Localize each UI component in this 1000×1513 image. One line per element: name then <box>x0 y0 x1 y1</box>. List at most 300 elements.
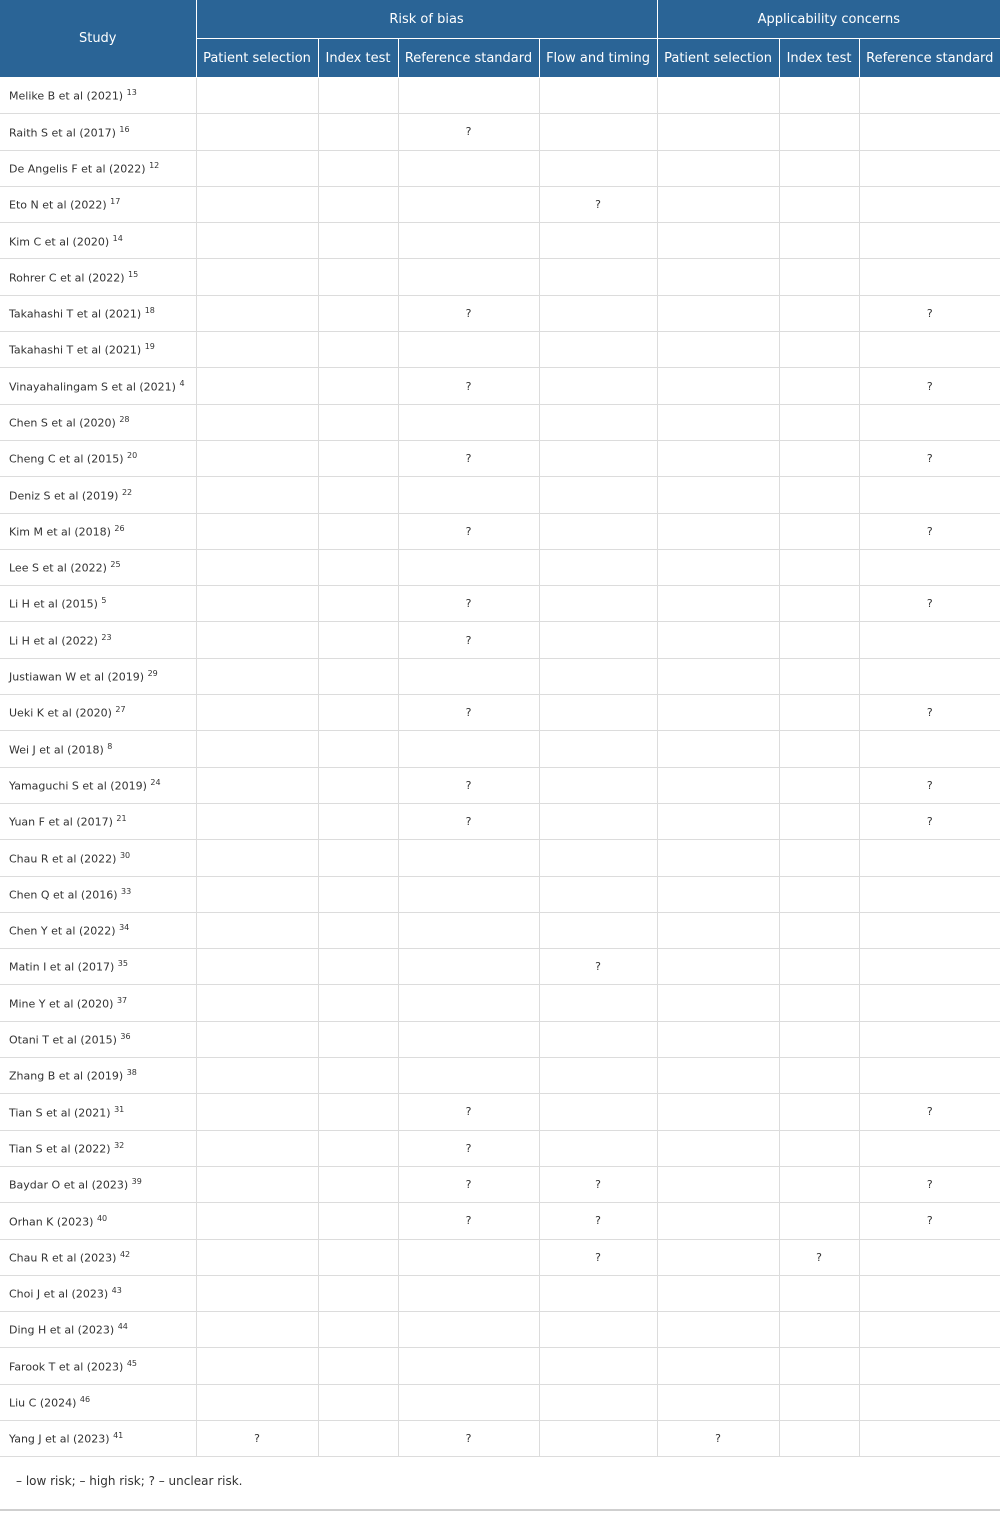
study-label: Vinayahalingam S et al (2021) <box>9 380 180 394</box>
table-row <box>0 876 1000 912</box>
study-name <box>0 876 196 912</box>
study-name <box>0 731 196 767</box>
study-label: Mine Y et al (2020) <box>9 997 117 1011</box>
rating-cell <box>539 731 657 767</box>
study-name <box>0 803 196 839</box>
rating-cell <box>859 731 1000 767</box>
rating-cell <box>318 186 398 222</box>
unclear-risk-icon: ? <box>715 1432 721 1446</box>
rating-cell <box>657 1021 779 1057</box>
rating-cell <box>657 513 779 549</box>
rating-cell <box>859 368 1000 404</box>
rating-cell <box>539 985 657 1021</box>
reference-number: 29 <box>147 669 158 679</box>
rating-cell <box>196 477 318 513</box>
rating-cell <box>318 78 398 114</box>
rating-cell <box>398 1021 539 1057</box>
rating-cell <box>539 1384 657 1420</box>
rating-cell <box>657 1239 779 1275</box>
study-label: Justiawan W et al (2019) <box>9 670 148 684</box>
rating-cell <box>657 186 779 222</box>
rating-cell <box>859 150 1000 186</box>
table-row <box>0 477 1000 513</box>
rating-cell <box>657 150 779 186</box>
rating-cell <box>779 985 859 1021</box>
applicability-header: Applicability concerns <box>657 0 1000 39</box>
rating-cell <box>398 695 539 731</box>
rating-cell <box>779 912 859 948</box>
rating-cell <box>779 949 859 985</box>
reference-number: 17 <box>110 197 121 207</box>
rating-cell <box>779 622 859 658</box>
rating-cell <box>859 332 1000 368</box>
rating-cell <box>779 1312 859 1348</box>
reference-number: 30 <box>119 850 131 860</box>
rating-cell <box>779 404 859 440</box>
rating-cell <box>657 1275 779 1311</box>
rating-cell <box>196 513 318 549</box>
study-name <box>0 1275 196 1311</box>
rating-cell <box>859 404 1000 440</box>
study-name <box>0 840 196 876</box>
table-row <box>0 1203 1000 1239</box>
unclear-risk-icon: ? <box>595 198 601 212</box>
rating-cell <box>859 1312 1000 1348</box>
rating-cell <box>657 1384 779 1420</box>
study-label: Matin I et al (2017) <box>9 961 118 975</box>
reference-number: 23 <box>101 632 112 642</box>
study-name <box>0 1058 196 1094</box>
rating-cell <box>779 1166 859 1202</box>
table-row <box>0 513 1000 549</box>
table-body <box>0 78 1000 1457</box>
study-label: Li H et al (2022) <box>9 634 102 648</box>
reference-number: 39 <box>131 1177 142 1187</box>
rating-cell <box>398 114 539 150</box>
study-name <box>0 1239 196 1275</box>
rating-cell <box>196 223 318 259</box>
study-name <box>0 404 196 440</box>
unclear-risk-icon: ? <box>465 125 472 139</box>
rating-cell <box>398 477 539 513</box>
rating-cell <box>779 223 859 259</box>
rating-cell <box>779 1094 859 1130</box>
col-patient-selection: Patient selection <box>196 39 318 78</box>
col-app-reference-standard: Reference standard <box>859 39 1000 78</box>
study-label: Chen S et al (2020) <box>9 416 120 430</box>
col-index-test: Index test <box>318 39 398 78</box>
rating-cell <box>196 658 318 694</box>
table-row <box>0 295 1000 331</box>
reference-number: 44 <box>117 1322 128 1332</box>
rating-cell <box>657 1166 779 1202</box>
rating-cell <box>196 1348 318 1384</box>
study-label: Ueki K et al (2020) <box>9 707 116 721</box>
unclear-risk-icon: ? <box>465 524 472 538</box>
table-row <box>0 549 1000 585</box>
rating-cell <box>398 912 539 948</box>
table-row <box>0 803 1000 839</box>
rating-cell <box>398 295 539 331</box>
rating-cell <box>657 114 779 150</box>
table-row <box>0 1058 1000 1094</box>
col-app-index-test: Index test <box>779 39 859 78</box>
rating-cell <box>318 1130 398 1166</box>
study-name <box>0 1021 196 1057</box>
rating-cell <box>196 1021 318 1057</box>
rating-cell <box>196 767 318 803</box>
rating-cell <box>539 404 657 440</box>
rating-cell <box>398 223 539 259</box>
reference-number: 43 <box>111 1286 122 1296</box>
table-footnote: – low risk; – high risk; ? – unclear risk. <box>16 1474 243 1489</box>
reference-number: 42 <box>119 1249 131 1259</box>
rating-cell <box>318 658 398 694</box>
rating-cell <box>779 368 859 404</box>
study-name <box>0 1384 196 1420</box>
study-name <box>0 513 196 549</box>
rating-cell <box>657 1420 779 1456</box>
unclear-risk-icon: ? <box>465 1178 472 1192</box>
rating-cell <box>859 295 1000 331</box>
rating-cell <box>196 912 318 948</box>
reference-number: 36 <box>120 1032 131 1042</box>
rating-cell <box>318 440 398 476</box>
study-label: Melike B et al (2021) <box>9 89 127 103</box>
rating-cell <box>859 1275 1000 1311</box>
reference-number: 31 <box>114 1104 125 1114</box>
reference-number: 14 <box>112 233 123 243</box>
rating-cell <box>657 1094 779 1130</box>
rating-cell <box>539 150 657 186</box>
rating-cell <box>859 695 1000 731</box>
rating-cell <box>657 1312 779 1348</box>
reference-number: 27 <box>115 705 126 715</box>
rating-cell <box>539 440 657 476</box>
rating-cell <box>859 985 1000 1021</box>
study-name <box>0 622 196 658</box>
reference-number: 15 <box>128 269 139 279</box>
table-row <box>0 223 1000 259</box>
rating-cell <box>859 513 1000 549</box>
unclear-risk-icon: ? <box>465 1141 472 1155</box>
rating-cell <box>318 695 398 731</box>
rating-cell <box>196 1275 318 1311</box>
rating-cell <box>318 477 398 513</box>
study-name <box>0 549 196 585</box>
table-row <box>0 1312 1000 1348</box>
rating-cell <box>859 658 1000 694</box>
rating-cell <box>398 658 539 694</box>
col-flow-and-timing: Flow and timing <box>539 39 657 78</box>
study-label: Otani T et al (2015) <box>9 1033 121 1047</box>
study-name <box>0 658 196 694</box>
table-row <box>0 150 1000 186</box>
rating-cell <box>398 1348 539 1384</box>
rating-cell <box>859 223 1000 259</box>
unclear-risk-icon: ? <box>254 1432 260 1446</box>
table-row <box>0 368 1000 404</box>
rating-cell <box>318 549 398 585</box>
table-row <box>0 840 1000 876</box>
unclear-risk-icon: ? <box>926 306 933 320</box>
study-label: Baydar O et al (2023) <box>9 1178 132 1192</box>
rating-cell <box>859 912 1000 948</box>
study-name <box>0 1348 196 1384</box>
study-label: Eto N et al (2022) <box>9 198 111 212</box>
reference-number: 45 <box>126 1358 138 1368</box>
reference-number: 41 <box>113 1431 124 1441</box>
study-label: Takahashi T et al (2021) <box>9 344 145 358</box>
rating-cell <box>398 803 539 839</box>
table-row <box>0 985 1000 1021</box>
rating-cell <box>398 1166 539 1202</box>
bottom-rule <box>0 1509 1000 1511</box>
rating-cell <box>318 840 398 876</box>
rating-cell <box>398 949 539 985</box>
rating-cell <box>657 368 779 404</box>
reference-number: 38 <box>126 1068 137 1078</box>
rating-cell <box>318 114 398 150</box>
study-label: Kim M et al (2018) <box>9 525 115 539</box>
unclear-risk-icon: ? <box>926 778 933 792</box>
table-row <box>0 114 1000 150</box>
reference-number: 33 <box>121 886 132 896</box>
table-row <box>0 1094 1000 1130</box>
table-row <box>0 949 1000 985</box>
rating-cell <box>779 477 859 513</box>
study-label: De Angelis F et al (2022) <box>9 162 150 176</box>
study-name <box>0 332 196 368</box>
rating-cell <box>859 259 1000 295</box>
rating-cell <box>398 1275 539 1311</box>
table-row <box>0 332 1000 368</box>
reference-number: 20 <box>127 451 138 461</box>
rating-cell <box>657 803 779 839</box>
reference-number: 18 <box>144 306 155 316</box>
rating-cell <box>779 731 859 767</box>
rating-cell <box>398 1420 539 1456</box>
reference-number: 32 <box>114 1140 125 1150</box>
rating-cell <box>196 1420 318 1456</box>
rating-cell <box>318 295 398 331</box>
rating-cell <box>539 295 657 331</box>
rating-cell <box>539 1094 657 1130</box>
rating-cell <box>779 186 859 222</box>
study-label: Raith S et al (2017) <box>9 126 120 140</box>
reference-number: 35 <box>117 959 128 969</box>
rating-cell <box>657 622 779 658</box>
rating-cell <box>779 1021 859 1057</box>
reference-number: 16 <box>119 124 130 134</box>
rating-cell <box>657 1203 779 1239</box>
unclear-risk-icon: ? <box>926 524 933 538</box>
rating-cell <box>539 513 657 549</box>
rating-cell <box>539 368 657 404</box>
study-label: Tian S et al (2021) <box>9 1106 115 1120</box>
rating-cell <box>859 1094 1000 1130</box>
rating-cell <box>859 440 1000 476</box>
rating-cell <box>539 477 657 513</box>
table-row <box>0 186 1000 222</box>
rating-cell <box>539 1275 657 1311</box>
rating-cell <box>779 876 859 912</box>
rating-cell <box>539 78 657 114</box>
rating-cell <box>859 586 1000 622</box>
rating-cell <box>196 876 318 912</box>
rating-cell <box>657 876 779 912</box>
unclear-risk-icon: ? <box>465 379 472 393</box>
rating-cell <box>196 549 318 585</box>
rating-cell <box>657 1348 779 1384</box>
rating-cell <box>318 949 398 985</box>
rating-cell <box>196 1094 318 1130</box>
rating-cell <box>539 695 657 731</box>
rating-cell <box>779 1203 859 1239</box>
rating-cell <box>859 114 1000 150</box>
table-row <box>0 731 1000 767</box>
rating-cell <box>539 1420 657 1456</box>
rating-cell <box>398 150 539 186</box>
rating-cell <box>539 803 657 839</box>
study-name <box>0 1166 196 1202</box>
rating-cell <box>318 1203 398 1239</box>
reference-number: 22 <box>121 487 133 497</box>
study-label: Wei J et al (2018) <box>9 743 108 757</box>
study-name <box>0 1420 196 1456</box>
unclear-risk-icon: ? <box>465 1432 472 1446</box>
rating-cell <box>398 767 539 803</box>
study-label: Ding H et al (2023) <box>9 1324 118 1338</box>
study-name <box>0 368 196 404</box>
rating-cell <box>657 985 779 1021</box>
rating-cell <box>859 1420 1000 1456</box>
rating-cell <box>398 549 539 585</box>
rating-cell <box>196 1166 318 1202</box>
rating-cell <box>318 767 398 803</box>
rating-cell <box>398 586 539 622</box>
rating-cell <box>196 1130 318 1166</box>
rating-cell <box>196 259 318 295</box>
study-label: Yuan F et al (2017) <box>9 815 117 829</box>
table-row <box>0 586 1000 622</box>
rating-cell <box>318 1058 398 1094</box>
rating-cell <box>318 1021 398 1057</box>
rating-cell <box>196 114 318 150</box>
table-row <box>0 259 1000 295</box>
rating-cell <box>196 1203 318 1239</box>
rating-cell <box>779 150 859 186</box>
rating-cell <box>318 150 398 186</box>
rating-cell <box>657 586 779 622</box>
unclear-risk-icon: ? <box>465 597 472 611</box>
rating-cell <box>318 1420 398 1456</box>
rating-cell <box>779 1058 859 1094</box>
rating-cell <box>539 1312 657 1348</box>
unclear-risk-icon: ? <box>465 778 472 792</box>
rating-cell <box>398 332 539 368</box>
rating-cell <box>539 840 657 876</box>
unclear-risk-icon: ? <box>465 1214 472 1228</box>
study-label: Lee S et al (2022) <box>9 561 111 575</box>
study-name <box>0 586 196 622</box>
reference-number: 4 <box>179 378 185 388</box>
rating-cell <box>318 259 398 295</box>
rating-cell <box>539 1348 657 1384</box>
study-label: Kim C et al (2020) <box>9 235 113 249</box>
rating-cell <box>318 586 398 622</box>
table-row <box>0 440 1000 476</box>
rating-cell <box>657 949 779 985</box>
study-name <box>0 767 196 803</box>
rating-cell <box>398 1312 539 1348</box>
rating-cell <box>398 186 539 222</box>
rating-cell <box>398 368 539 404</box>
rating-cell <box>779 1384 859 1420</box>
unclear-risk-icon: ? <box>595 1178 601 1192</box>
study-label: Chen Q et al (2016) <box>9 888 121 902</box>
study-name <box>0 114 196 150</box>
rating-cell <box>779 1420 859 1456</box>
unclear-risk-icon: ? <box>926 597 933 611</box>
study-name <box>0 186 196 222</box>
rating-cell <box>779 1130 859 1166</box>
table-row <box>0 658 1000 694</box>
rating-cell <box>539 767 657 803</box>
rating-cell <box>398 78 539 114</box>
rating-cell <box>859 840 1000 876</box>
rating-cell <box>859 1384 1000 1420</box>
rating-cell <box>539 1130 657 1166</box>
rating-cell <box>318 1384 398 1420</box>
rating-cell <box>196 1239 318 1275</box>
rating-cell <box>539 223 657 259</box>
rating-cell <box>196 440 318 476</box>
rating-cell <box>196 695 318 731</box>
study-label: Chau R et al (2023) <box>9 1251 120 1265</box>
rating-cell <box>196 186 318 222</box>
study-name <box>0 912 196 948</box>
rating-cell <box>318 1275 398 1311</box>
study-name <box>0 695 196 731</box>
rating-cell <box>859 1203 1000 1239</box>
reference-number: 37 <box>116 995 128 1005</box>
rating-cell <box>859 477 1000 513</box>
table-row <box>0 1348 1000 1384</box>
unclear-risk-icon: ? <box>926 706 933 720</box>
rating-cell <box>859 549 1000 585</box>
study-label: Li H et al (2015) <box>9 598 102 612</box>
rating-cell <box>318 876 398 912</box>
risk-of-bias-header: Risk of bias <box>196 0 657 39</box>
rating-cell <box>539 114 657 150</box>
rating-cell <box>657 295 779 331</box>
rating-cell <box>398 513 539 549</box>
rating-cell <box>539 1021 657 1057</box>
rating-cell <box>196 295 318 331</box>
rating-cell <box>779 1348 859 1384</box>
rating-cell <box>657 332 779 368</box>
rating-cell <box>539 332 657 368</box>
unclear-risk-icon: ? <box>465 633 472 647</box>
rating-cell <box>657 695 779 731</box>
rating-cell <box>779 695 859 731</box>
rating-cell <box>539 912 657 948</box>
rating-cell <box>657 404 779 440</box>
rating-cell <box>539 259 657 295</box>
table-row <box>0 78 1000 114</box>
rating-cell <box>779 332 859 368</box>
